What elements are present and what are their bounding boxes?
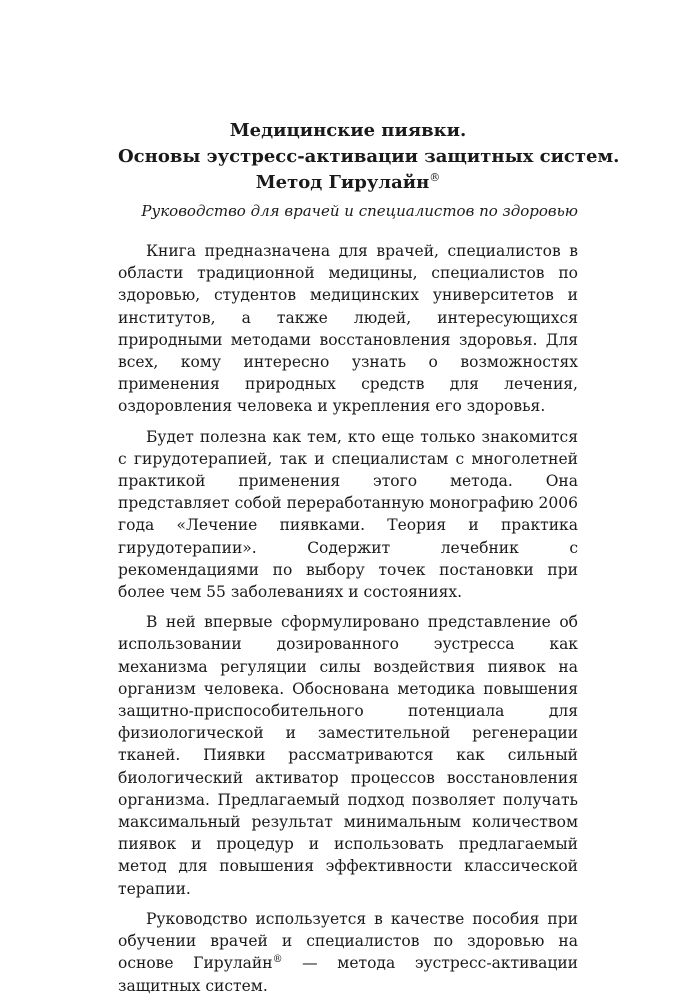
paragraph-4-part-2: — метода эустресс-активации защитных систем. — [118, 954, 579, 995]
paragraph-3: В ней впервые сформулировано представление об использовании дозированного эустресса как механизма регуляции силы воздействия пиявок на организм человека. Обоснована методика повышения защитно-приспособительного потенциала для физиологической и заместительной регенерации тканей. Пиявки рассматриваются как сильный биологический активатор процессов восстановления организма. Предлагаемый подход позволяет получать максимальный результат минимальным количеством пиявок и процедур и использовать предлагаемый метод для повышения эффективности классической терапии. — [118, 613, 578, 898]
title-line-3-text: Метод Гирулайн — [255, 172, 430, 193]
registered-mark: ® — [429, 171, 441, 184]
title-line-3 — [118, 170, 578, 196]
paragraph-2: Будет полезна как тем, кто еще только знакомится с гирудотерапией, так и специалистам с многолетней практикой применения этого метода. Она представляет собой переработанную монографию 2006 года «Лечение пиявками. Теория и практика гирудотерапии». Содержит лечебник с рекомендациями по выбору точек постановки при более чем 55 заболеваниях и состояниях. — [118, 427, 578, 602]
book-subtitle: Руководство для врачей и специалистов по здоровью — [141, 202, 578, 220]
paragraph-4-registered-mark: ® — [272, 954, 283, 966]
paragraph-4-part-1: Руководство используется в качестве пособия при обучении врачей и специалистов по здоровью на основе Гирулайн — [118, 909, 578, 973]
paragraph-4 — [118, 908, 578, 997]
page — [118, 118, 620, 1005]
title-line-2: Основы эустресс-активации защитных систем. — [118, 146, 620, 167]
title-line-1: Медицинские пиявки. — [229, 120, 467, 141]
book-title — [118, 118, 620, 196]
paragraph-1: Книга предназначена для врачей, специалистов в области традиционной медицины, специалистов по здоровью, студентов медицинских университетов и институтов, а также людей, интересующихся природными методами восстановления здоровья. Для всех, кому интересно узнать о возможностях применения природных средств для лечения, оздоровления человека и укрепления его здоровья. — [118, 242, 578, 416]
